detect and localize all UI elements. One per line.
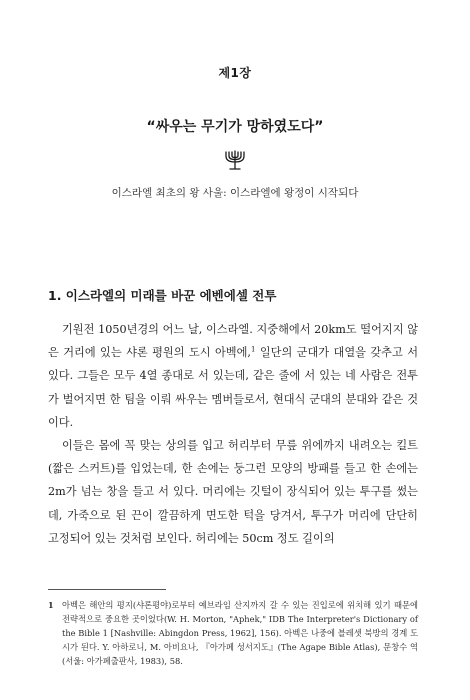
chapter-title: “싸우는 무기가 망하였도다” (146, 119, 324, 135)
footnote-mark: 1 (48, 600, 54, 610)
paragraph-text: 기원전 1050년경의 어느 날, 이스라엘. 지중해에서 20km도 떨어지지 않은 거리에 있는 샤론 평원의 도시 아벡에, (48, 323, 418, 360)
paragraph: 이들은 몸에 꼭 맞는 상의를 입고 허리부터 무릎 위에까지 내려오는 킬트(짧은 스커트)를 입었는데, 한 손에는 둥그런 모양의 방패를 들고 한 손에는 2m가 넘는 창을 들고 서 있다. 머리에는 깃털이 장식되어 있는 투구를 썼는데, 가죽으로 된 끈이 깔끔하게 면도한 턱을 당겨서, 투구가 머리에 단단히 고정되어 있는 것처럼 보인다. 허리에는 50cm 정도 길이의 (48, 439, 418, 545)
footnote (48, 598, 418, 668)
footnote-reference[interactable]: 1 (250, 345, 256, 354)
paragraph-text: 일단의 군대가 대열을 갖추고 서 있다. 그들은 모두 4열 종대로 서 있는데, 같은 줄에 서 있는 네 사람은 전투가 벌어지면 한 팀을 이뤄 싸우는 멤버들로서, 현대식 군대의 분대와 같은 것이다. (48, 346, 419, 429)
footnote-divider (48, 589, 166, 590)
menorah-icon (223, 148, 247, 172)
body-text (48, 318, 418, 550)
section-heading: 1. 이스라엘의 미래를 바꾼 에벤에셀 전투 (48, 288, 277, 303)
paragraph (48, 318, 418, 434)
chapter-label: 제1장 (218, 66, 252, 80)
chapter-subtitle: 이스라엘 최초의 왕 사울: 이스라엘에 왕정이 시작되다 (111, 187, 359, 199)
footnote-text: 아벡은 해안의 평지(샤론평야)로부터 예브라임 산지까지 갈 수 있는 진입로에 위치해 있기 때문에 전략적으로 중요한 곳이었다(W. H. Morton, "Aphek," IDB The Interpreter's Dictionary of the Bible 1 [Nashville: Abingdon Press, 1962], 156). 아벡은 나중에 블레셋 북방의 경계 도시가 된다. Y. 아하로니, M. 아비요나, 『아가페 성서지도』(The Agape Bible Atlas), 문창수 역 (서울: 아가페출판사, 1983), 58. (62, 600, 418, 666)
